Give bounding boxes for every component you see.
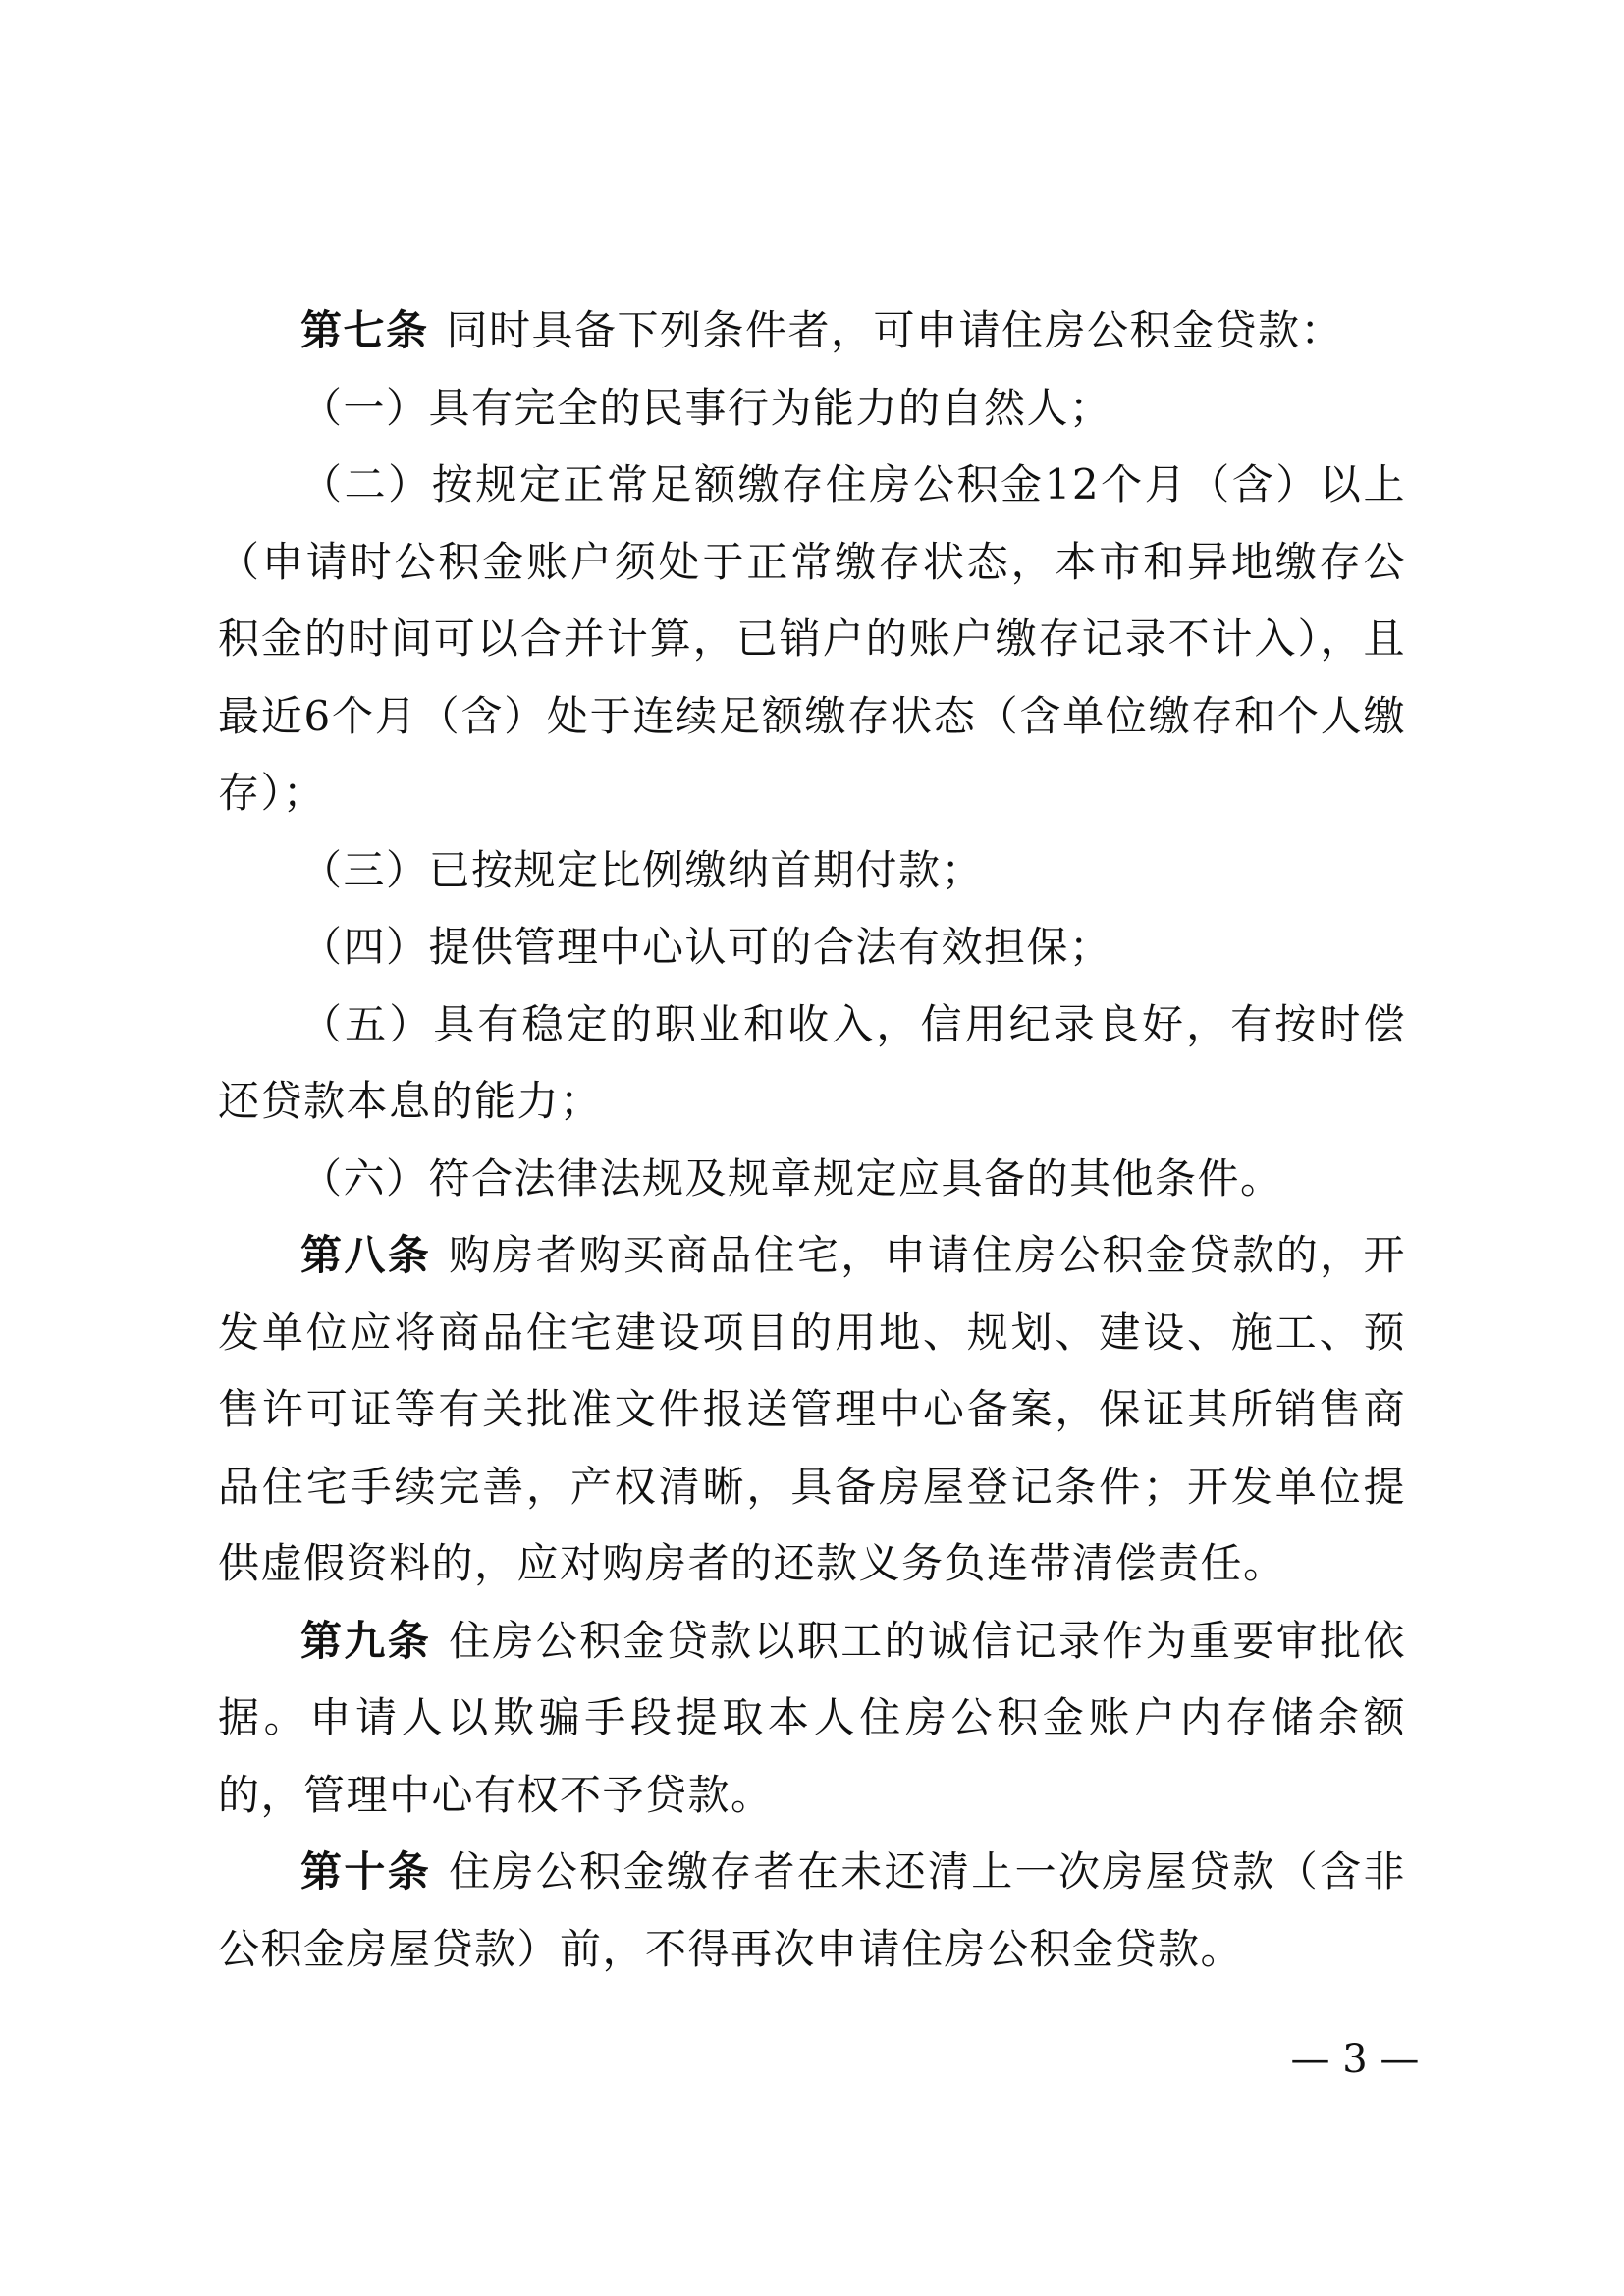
condition-2-paragraph <box>218 447 1406 832</box>
article-heading: 第七条 <box>300 306 429 354</box>
article-heading: 第八条 <box>300 1231 432 1279</box>
page-number: — 3 — <box>1290 2037 1420 2082</box>
article-text: 购房者购买商品住宅，申请住房公积金贷款的，开发单位应将商品住宅建设项目的用地、规划、建设、施工、预售许可证等有关批准文件报送管理中心备案，保证其所销售商品住宅手续完善，产权清晰，具备房屋登记条件；开发单位提供虚假资料的，应对购房者的还款义务负连带清偿责任。 <box>218 1231 1406 1587</box>
article-8-paragraph <box>218 1217 1406 1603</box>
article-text: 同时具备下列条件者，可申请住房公积金贷款： <box>446 306 1344 354</box>
article-heading: 第十条 <box>300 1847 432 1896</box>
condition-text: （四）提供管理中心认可的合法有效担保； <box>300 923 1112 971</box>
condition-text: （六）符合法律法规及规章规定应具备的其他条件。 <box>300 1153 1283 1202</box>
condition-text: （三）已按规定比例缴纳首期付款； <box>300 845 985 894</box>
condition-5-paragraph <box>218 987 1406 1141</box>
condition-6-paragraph <box>218 1141 1406 1218</box>
article-text: 住房公积金缴存者在未还清上一次房屋贷款（含非公积金房屋贷款）前，不得再次申请住房公积金贷款。 <box>218 1847 1406 1973</box>
article-9-paragraph <box>218 1603 1406 1835</box>
condition-text: （二）按规定正常足额缴存住房公积金12个月（含）以上（申请时公积金账户须处于正常缴存状态，本市和异地缴存公积金的时间可以合并计算，已销户的账户缴存记录不计入），且最近6个月（含）处于连续足额缴存状态（含单位缴存和个人缴存）； <box>218 460 1406 817</box>
document-body <box>218 293 1406 1988</box>
article-text: 住房公积金贷款以职工的诚信记录作为重要审批依据。申请人以欺骗手段提取本人住房公积金账户内存储余额的，管理中心有权不予贷款。 <box>218 1616 1406 1819</box>
condition-1-paragraph <box>218 370 1406 448</box>
condition-text: （一）具有完全的民事行为能力的自然人； <box>300 383 1112 432</box>
condition-text: （五）具有稳定的职业和收入，信用纪录良好，有按时偿还贷款本息的能力； <box>218 999 1406 1125</box>
condition-4-paragraph <box>218 909 1406 987</box>
article-7-paragraph <box>218 293 1406 370</box>
article-heading: 第九条 <box>300 1616 432 1665</box>
condition-3-paragraph <box>218 832 1406 910</box>
article-10-paragraph <box>218 1834 1406 1988</box>
